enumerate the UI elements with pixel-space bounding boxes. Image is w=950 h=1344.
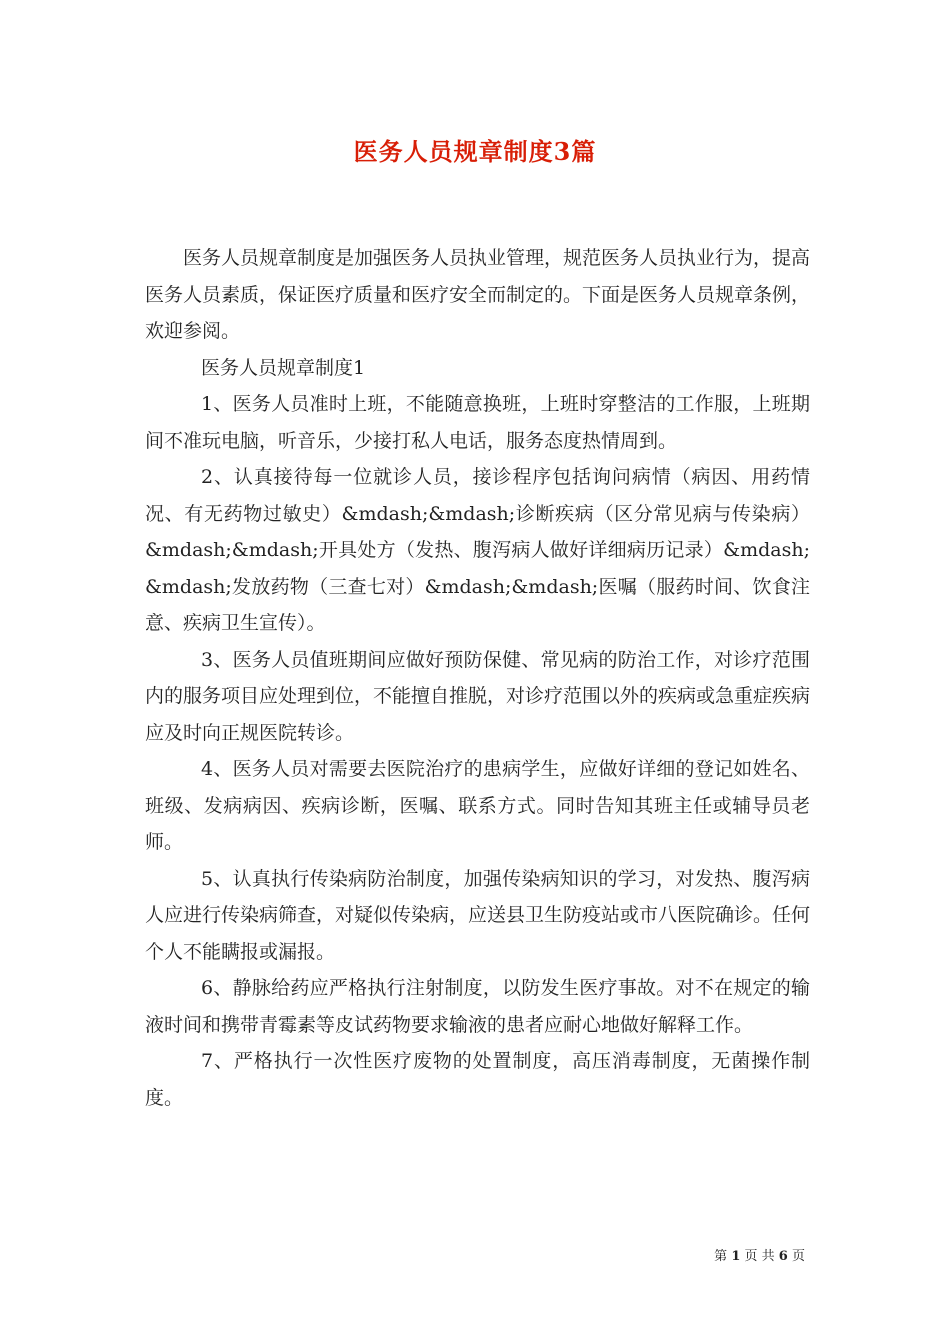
rule-item-1: 1、医务人员准时上班，不能随意换班，上班时穿整洁的工作服，上班期间不准玩电脑，听音乐，少接打私人电话，服务态度热情周到。 <box>145 393 810 452</box>
document-title: 医务人员规章制度3篇 <box>353 137 597 166</box>
page-footer <box>714 1245 805 1264</box>
section-heading: 医务人员规章制度1 <box>201 356 366 379</box>
current-page-number: 1 <box>731 1249 741 1264</box>
rule-item-5: 5、认真执行传染病防治制度，加强传染病知识的学习，对发热、腹泻病人应进行传染病筛查，对疑似传染病，应送县卫生防疫站或市八医院确诊。任何个人不能瞒报或漏报。 <box>145 867 811 963</box>
footer-middle: 页 共 <box>744 1249 775 1264</box>
rule-item-4: 4、医务人员对需要去医院治疗的患病学生，应做好详细的登记如姓名、班级、发病病因、疾病诊断，医嘱、联系方式。同时告知其班主任或辅导员老师。 <box>145 758 810 853</box>
document-body <box>145 240 810 1116</box>
intro-paragraph: 医务人员规章制度是加强医务人员执业管理，规范医务人员执业行为，提高医务人员素质，保证医疗质量和医疗安全而制定的。下面是医务人员规章条例，欢迎参阅。 <box>145 247 811 342</box>
footer-suffix: 页 <box>791 1249 805 1264</box>
rule-item-3: 3、医务人员值班期间应做好预防保健、常见病的防治工作，对诊疗范围内的服务项目应处理到位，不能擅自推脱，对诊疗范围以外的疾病或急重症疾病应及时向正规医院转诊。 <box>145 648 811 744</box>
footer-prefix: 第 <box>714 1249 728 1264</box>
rule-item-6: 6、静脉给药应严格执行注射制度，以防发生医疗事故。对不在规定的输液时间和携带青霉素等皮试药物要求输液的患者应耐心地做好解释工作。 <box>145 977 810 1036</box>
rule-item-2: 2、认真接待每一位就诊人员，接诊程序包括询问病情（病因、用药情况、有无药物过敏史）&mdash;&mdash;诊断疾病（区分常见病与传染病）&mdash;&mdash;开具处方（发热、腹泻病人做好详细病历记录）&mdash;&mdash;发放药物（三查七对）&mdash;&mdash;医嘱（服药时间、饮食注意、疾病卫生宣传）。 <box>145 466 810 634</box>
total-pages-number: 6 <box>778 1249 788 1264</box>
rule-item-7: 7、严格执行一次性医疗废物的处置制度，高压消毒制度，无菌操作制度。 <box>145 1050 810 1109</box>
